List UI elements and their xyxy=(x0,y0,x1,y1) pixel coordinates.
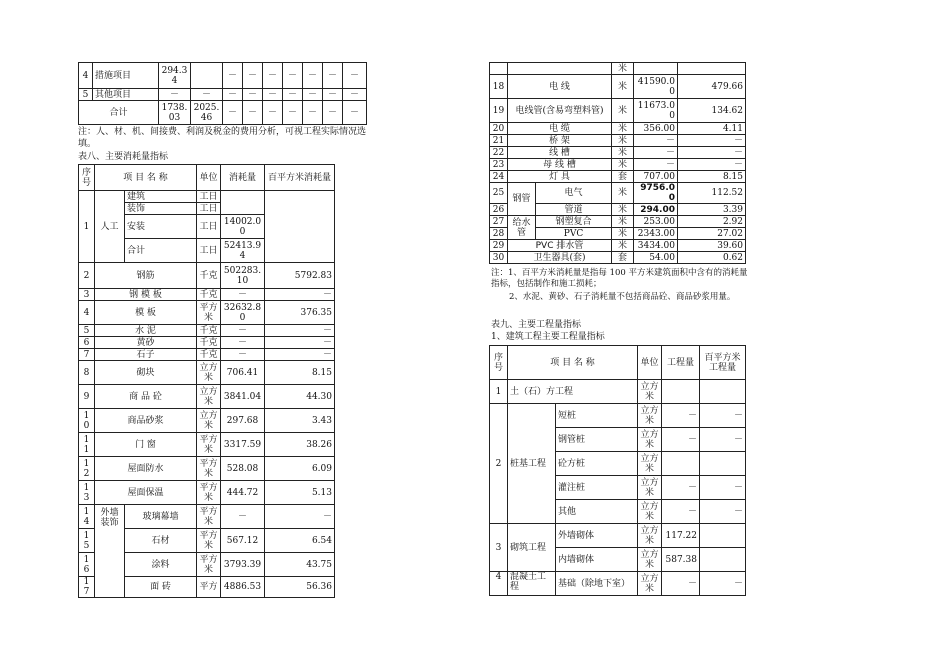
row-name: 模 板 xyxy=(95,301,197,325)
row-unit: 工日 xyxy=(197,191,221,203)
row-unit: 米 xyxy=(612,228,634,240)
row-unit: 平方米 xyxy=(197,529,221,553)
row-qty: － xyxy=(634,147,678,159)
row-qty: － xyxy=(634,135,678,147)
row-unit: 米 xyxy=(612,240,634,252)
cell-dash: － xyxy=(263,63,283,89)
table-row xyxy=(490,572,746,596)
row-no: 19 xyxy=(490,99,508,123)
row-no: 30 xyxy=(490,252,508,264)
cell-dash: － xyxy=(223,101,243,125)
row-name: 灌注桩 xyxy=(556,476,638,500)
header-qty: 消耗量 xyxy=(221,165,265,191)
table-row xyxy=(79,505,335,529)
row-unit: 套 xyxy=(612,171,634,183)
row-unit: 立方米 xyxy=(638,524,662,548)
row-per: 8.15 xyxy=(265,361,335,385)
cell-dash: － xyxy=(263,101,283,125)
cell-dash: － xyxy=(343,101,367,125)
row-unit: 立方米 xyxy=(638,380,662,404)
row-name: 桥 架 xyxy=(508,135,612,147)
row-name: 土（石）方工程 xyxy=(508,380,638,404)
row-no: 10 xyxy=(79,409,95,433)
row-no: 1 xyxy=(79,191,95,263)
header-no: 序号 xyxy=(79,165,95,191)
cell-dash: － xyxy=(303,63,323,89)
row-name: 面 砖 xyxy=(125,577,197,598)
row-per xyxy=(700,548,746,572)
cell-dash: － xyxy=(303,89,323,101)
row-name: 商 品 砼 xyxy=(95,385,197,409)
table-row xyxy=(79,289,335,301)
row-no: 14 xyxy=(79,505,95,529)
row-no: 13 xyxy=(79,481,95,505)
row-qty: － xyxy=(662,476,700,500)
header-name: 项 目 名 称 xyxy=(95,165,197,191)
row-name: 短桩 xyxy=(556,404,638,428)
header-name: 项 目 名 称 xyxy=(508,346,638,380)
row-per: 0.62 xyxy=(678,252,746,264)
cell-dash: － xyxy=(283,101,303,125)
table-row xyxy=(490,404,746,428)
row-name: 黄砂 xyxy=(95,337,197,349)
row-name: 水 泥 xyxy=(95,325,197,337)
cell-value xyxy=(191,63,223,89)
row-qty: 3317.59 xyxy=(221,433,265,457)
row-per: 2.92 xyxy=(678,216,746,228)
cell-dash: － xyxy=(303,101,323,125)
table9 xyxy=(489,345,746,596)
table-row xyxy=(490,123,746,135)
row-name: 措施项目 xyxy=(93,63,159,89)
row-qty: 9756.00 xyxy=(634,183,678,204)
row-qty: 3841.04 xyxy=(221,385,265,409)
row-no: 24 xyxy=(490,171,508,183)
table-row xyxy=(490,171,746,183)
row-no: 2 xyxy=(79,263,95,289)
row-per: 6.09 xyxy=(265,457,335,481)
row-no: 4 xyxy=(79,301,95,325)
table7-tail xyxy=(78,62,367,125)
row-no: 18 xyxy=(490,75,508,99)
row-unit: 立方米 xyxy=(638,548,662,572)
row-name: 建筑 xyxy=(125,191,197,203)
row-unit: 千克 xyxy=(197,349,221,361)
row-name: 石子 xyxy=(95,349,197,361)
row-no: 6 xyxy=(79,337,95,349)
row-per xyxy=(700,380,746,404)
row-no: 3 xyxy=(79,289,95,301)
row-qty: － xyxy=(221,325,265,337)
row-qty: 502283.10 xyxy=(221,263,265,289)
row-per: － xyxy=(700,428,746,452)
row-qty: 528.08 xyxy=(221,457,265,481)
cell-dash: － xyxy=(283,89,303,101)
row-name: 石材 xyxy=(125,529,197,553)
group-label: 外墙装饰 xyxy=(95,505,125,598)
row-unit: 立方米 xyxy=(197,361,221,385)
row-unit: 米 xyxy=(612,135,634,147)
row-qty: － xyxy=(221,349,265,361)
row-no: 12 xyxy=(79,457,95,481)
row-unit: 平方米 xyxy=(197,457,221,481)
row-qty: 3793.39 xyxy=(221,553,265,577)
row-name: 卫生器具(套) xyxy=(508,252,612,264)
row-per: 43.75 xyxy=(265,553,335,577)
row-per: － xyxy=(265,349,335,361)
table-row xyxy=(79,349,335,361)
row-name: 屋面防水 xyxy=(95,457,197,481)
group-label: 砌筑工程 xyxy=(508,524,556,572)
row-qty: 14002.00 xyxy=(221,215,265,239)
cell-dash: － xyxy=(243,63,263,89)
cell-dash: － xyxy=(323,63,343,89)
row-no: 4 xyxy=(79,63,93,89)
table-row xyxy=(79,481,335,505)
row-unit: 立方米 xyxy=(638,404,662,428)
table-header xyxy=(79,165,335,191)
row-per xyxy=(265,191,335,263)
row-qty: － xyxy=(662,428,700,452)
row-per: 39.60 xyxy=(678,240,746,252)
row-unit: 立方米 xyxy=(638,476,662,500)
row-name: 外墙砌体 xyxy=(556,524,638,548)
table-row xyxy=(79,361,335,385)
row-name: 砌块 xyxy=(95,361,197,385)
row-per: － xyxy=(700,500,746,524)
row-unit: 平方米 xyxy=(197,481,221,505)
row-per: － xyxy=(265,325,335,337)
table-row xyxy=(79,89,367,101)
header-per: 百平方米工程量 xyxy=(700,346,746,380)
row-name: 电线管(含易弯塑料管) xyxy=(508,99,612,123)
group-label: 混凝土工程 xyxy=(508,572,556,596)
cell-value: － xyxy=(191,89,223,101)
row-name: 合计 xyxy=(125,239,197,263)
row-unit: 立方米 xyxy=(197,385,221,409)
table-row xyxy=(79,325,335,337)
row-unit: 米 xyxy=(612,147,634,159)
row-no: 23 xyxy=(490,159,508,171)
row-per: － xyxy=(678,135,746,147)
row-qty: － xyxy=(221,337,265,349)
row-no: 1 xyxy=(490,380,508,404)
row-unit: 米 xyxy=(612,63,634,75)
cell-dash: － xyxy=(223,63,243,89)
row-per xyxy=(700,452,746,476)
table-row xyxy=(490,135,746,147)
row-per: 4.11 xyxy=(678,123,746,135)
row-qty: 52413.94 xyxy=(221,239,265,263)
cell-value: 1738.03 xyxy=(159,101,191,125)
row-unit: 立方米 xyxy=(638,428,662,452)
row-unit: 平方 xyxy=(197,577,221,598)
row-unit: 立方米 xyxy=(638,452,662,476)
row-per: 27.02 xyxy=(678,228,746,240)
header-per100: 百平方米消耗量 xyxy=(265,165,335,191)
row-no: 9 xyxy=(79,385,95,409)
row-unit: 平方米 xyxy=(197,301,221,325)
row-per: 3.39 xyxy=(678,204,746,216)
row-per: － xyxy=(265,289,335,301)
table-row xyxy=(490,216,746,228)
row-name: 玻璃幕墙 xyxy=(125,505,197,529)
table-row-total xyxy=(79,101,367,125)
row-unit: 工日 xyxy=(197,239,221,263)
table-row xyxy=(490,252,746,264)
table9-title: 表九、主要工程量指标 xyxy=(491,320,582,330)
row-qty: 706.41 xyxy=(221,361,265,385)
row-per: 376.35 xyxy=(265,301,335,325)
row-per: 479.66 xyxy=(678,75,746,99)
row-name: 钢塑复合 xyxy=(536,216,612,228)
total-label: 合计 xyxy=(79,101,159,125)
row-qty: 32632.80 xyxy=(221,301,265,325)
table-row xyxy=(79,191,335,203)
table-row xyxy=(490,240,746,252)
left-page xyxy=(78,62,368,597)
row-qty xyxy=(662,380,700,404)
table-row xyxy=(490,147,746,159)
row-qty: 54.00 xyxy=(634,252,678,264)
row-no: 11 xyxy=(79,433,95,457)
row-qty: 41590.00 xyxy=(634,75,678,99)
cell-dash: － xyxy=(263,89,283,101)
table-row xyxy=(79,409,335,433)
table-row xyxy=(79,385,335,409)
row-name: 管道 xyxy=(536,204,612,216)
row-unit: 立方米 xyxy=(638,572,662,596)
row-unit: 米 xyxy=(612,99,634,123)
row-unit: 米 xyxy=(612,123,634,135)
row-qty xyxy=(662,452,700,476)
table8-title: 表八、主要消耗量指标 xyxy=(78,152,169,162)
row-no: 5 xyxy=(79,325,95,337)
cell-dash: － xyxy=(243,89,263,101)
row-name: 电气 xyxy=(536,183,612,204)
row-no: 25 xyxy=(490,183,508,204)
row-qty: 587.38 xyxy=(662,548,700,572)
row-unit: 平方米 xyxy=(197,553,221,577)
header-unit: 单位 xyxy=(197,165,221,191)
row-name: 砼方桩 xyxy=(556,452,638,476)
cell-value: 294.34 xyxy=(159,63,191,89)
row-name: PVC xyxy=(536,228,612,240)
row-unit: 套 xyxy=(612,252,634,264)
row-name: 钢管桩 xyxy=(556,428,638,452)
row-per: 8.15 xyxy=(678,171,746,183)
row-name: 钢 模 板 xyxy=(95,289,197,301)
row-name: 涂料 xyxy=(125,553,197,577)
table-row xyxy=(490,75,746,99)
row-unit: 千克 xyxy=(197,337,221,349)
row-no: 21 xyxy=(490,135,508,147)
row-unit: 千克 xyxy=(197,289,221,301)
row-qty: － xyxy=(634,159,678,171)
row-name: 其他项目 xyxy=(93,89,159,101)
row-per: 38.26 xyxy=(265,433,335,457)
row-unit: 米 xyxy=(612,216,634,228)
row-per: － xyxy=(265,337,335,349)
row-per: － xyxy=(700,476,746,500)
table-row xyxy=(490,380,746,404)
row-qty: 2343.00 xyxy=(634,228,678,240)
table-row xyxy=(79,263,335,289)
row-qty: 444.72 xyxy=(221,481,265,505)
row-unit: 工日 xyxy=(197,215,221,239)
table8-note-2: 2、水泥、黄砂、石子消耗量不包括商品砼、商品砂浆用量。 xyxy=(509,292,736,302)
row-qty: 356.00 xyxy=(634,123,678,135)
table8-note-1: 注：1、百平方米消耗量是指每 100 平方米建筑面积中含有的消耗量指标，包括制作和施工损耗； xyxy=(491,268,748,289)
row-name: PVC 排水管 xyxy=(508,240,612,252)
row-qty: 4886.53 xyxy=(221,577,265,598)
table7-note: 注：人、材、机、间接费、利润及税金的费用分析，可视工程实际情况选填。 xyxy=(78,127,367,149)
row-name: 商品砂浆 xyxy=(95,409,197,433)
row-per: － xyxy=(678,147,746,159)
row-per: － xyxy=(265,505,335,529)
cell-dash: － xyxy=(323,101,343,125)
row-unit: 千克 xyxy=(197,263,221,289)
table-row xyxy=(79,457,335,481)
table-row xyxy=(79,337,335,349)
row-per: 3.43 xyxy=(265,409,335,433)
table-row xyxy=(490,183,746,204)
row-per: 5.13 xyxy=(265,481,335,505)
row-no: 20 xyxy=(490,123,508,135)
row-no: 2 xyxy=(490,404,508,524)
header-qty: 工程量 xyxy=(662,346,700,380)
row-per: 5792.83 xyxy=(265,263,335,289)
table-row xyxy=(79,63,367,89)
row-name: 电 缆 xyxy=(508,123,612,135)
cell-dash: － xyxy=(243,101,263,125)
row-no: 29 xyxy=(490,240,508,252)
table8 xyxy=(78,164,335,598)
row-unit: 米 xyxy=(612,204,634,216)
row-qty: 294.00 xyxy=(634,204,678,216)
table8-continued xyxy=(489,62,746,264)
row-unit: 立方米 xyxy=(197,409,221,433)
row-no: 3 xyxy=(490,524,508,572)
row-name: 内墙砌体 xyxy=(556,548,638,572)
cell-value: 2025.46 xyxy=(191,101,223,125)
row-qty: 707.00 xyxy=(634,171,678,183)
row-per: 134.62 xyxy=(678,99,746,123)
row-name: 电 线 xyxy=(508,75,612,99)
row-name: 其他 xyxy=(556,500,638,524)
row-per xyxy=(700,524,746,548)
row-no: 15 xyxy=(79,529,95,553)
cell-dash: － xyxy=(343,63,367,89)
row-qty: 253.00 xyxy=(634,216,678,228)
row-qty: 3434.00 xyxy=(634,240,678,252)
row-no: 26 xyxy=(490,204,508,216)
row-qty: － xyxy=(662,404,700,428)
row-per: － xyxy=(700,404,746,428)
row-qty: 117.22 xyxy=(662,524,700,548)
row-qty: － xyxy=(221,505,265,529)
table-header xyxy=(490,346,746,380)
row-no: 17 xyxy=(79,577,95,598)
row-no: 16 xyxy=(79,553,95,577)
row-no: 7 xyxy=(79,349,95,361)
row-no: 27 xyxy=(490,216,508,228)
header-no: 序号 xyxy=(490,346,508,380)
group-label: 给水管 xyxy=(508,216,536,240)
row-unit: 平方米 xyxy=(197,433,221,457)
cell-dash: － xyxy=(323,89,343,101)
row-per: － xyxy=(678,159,746,171)
row-per: 44.30 xyxy=(265,385,335,409)
row-unit: 立方米 xyxy=(638,500,662,524)
row-name: 母 线 槽 xyxy=(508,159,612,171)
row-no: 28 xyxy=(490,228,508,240)
group-label: 钢管 xyxy=(508,183,536,216)
row-qty: 567.12 xyxy=(221,529,265,553)
row-name: 屋面保温 xyxy=(95,481,197,505)
table-row xyxy=(490,524,746,548)
right-page xyxy=(489,62,749,594)
cell-value: － xyxy=(159,89,191,101)
row-name: 基础（除地下室） xyxy=(556,572,638,596)
group-label: 桩基工程 xyxy=(508,404,556,524)
group-label: 人工 xyxy=(95,191,125,263)
row-per: － xyxy=(700,572,746,596)
table9-subtitle: 1、建筑工程主要工程量指标 xyxy=(491,332,605,342)
row-unit: 工日 xyxy=(197,203,221,215)
row-name: 装饰 xyxy=(125,203,197,215)
row-no: 8 xyxy=(79,361,95,385)
row-qty: － xyxy=(662,500,700,524)
row-per: 112.52 xyxy=(678,183,746,204)
row-name: 安装 xyxy=(125,215,197,239)
row-qty: 11673.00 xyxy=(634,99,678,123)
row-qty: － xyxy=(221,289,265,301)
row-name: 灯 具 xyxy=(508,171,612,183)
cell-dash: － xyxy=(343,89,367,101)
row-per: 6.54 xyxy=(265,529,335,553)
row-unit: 平方米 xyxy=(197,505,221,529)
row-unit: 米 xyxy=(612,75,634,99)
row-per: 56.36 xyxy=(265,577,335,598)
table-row xyxy=(79,433,335,457)
row-unit: 米 xyxy=(612,183,634,204)
row-qty: － xyxy=(662,572,700,596)
table-row xyxy=(490,159,746,171)
table-row xyxy=(490,99,746,123)
table-row xyxy=(79,301,335,325)
header-unit: 单位 xyxy=(638,346,662,380)
row-no: 22 xyxy=(490,147,508,159)
row-name: 门 窗 xyxy=(95,433,197,457)
cell-dash: － xyxy=(283,63,303,89)
row-name: 钢筋 xyxy=(95,263,197,289)
row-qty xyxy=(221,191,265,215)
row-no: 5 xyxy=(79,89,93,101)
row-name: 线 槽 xyxy=(508,147,612,159)
cell-dash: － xyxy=(223,89,243,101)
row-unit: 千克 xyxy=(197,325,221,337)
row-qty: 297.68 xyxy=(221,409,265,433)
table-row xyxy=(490,63,746,75)
row-no: 4 xyxy=(490,572,508,596)
row-unit: 米 xyxy=(612,159,634,171)
